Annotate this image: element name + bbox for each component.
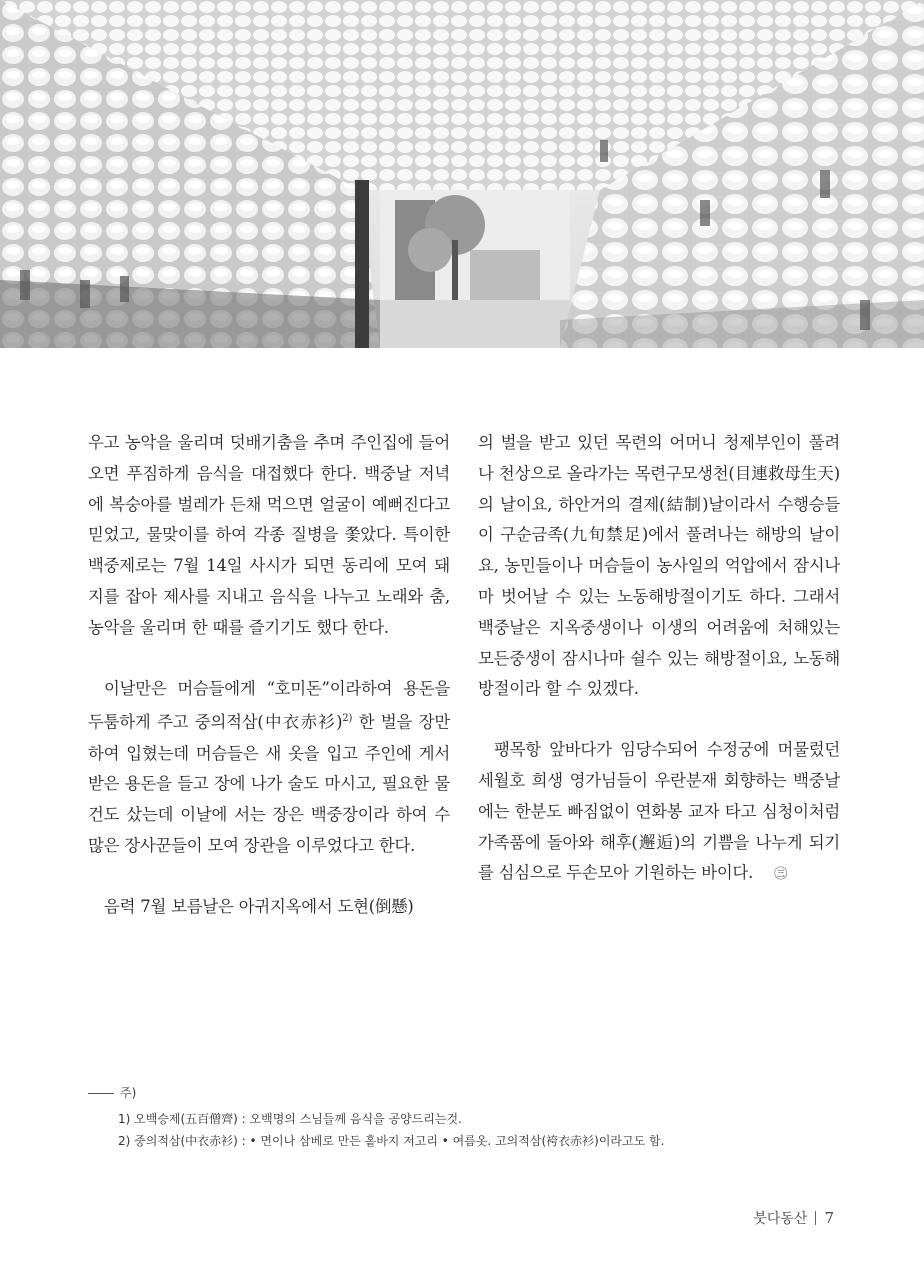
footnotes-header [88,1082,848,1104]
footnote-1: 1) 오백승제(五百僧齊) : 오백명의 스님들께 음식을 공양드리는것. [118,1112,462,1126]
right-text-column [478,428,840,891]
left-paragraph-2-text-b: 한 벌을 장만하여 입혔는데 머슴들은 새 옷을 입고 주인에 게서 받은 용돈을 들고 장에 나가 술도 마시고, 필요한 물건도 샀는데 이날에 서는 장은 백중장이라 하여 수많은 장사꾼들이 모여 장관을 이루었다고 한다. [88,712,450,856]
right-paragraph-1: 의 벌을 받고 있던 목련의 어머니 청제부인이 풀려나 천상으로 올라가는 목련구모생천(目連救母生天)의 날이요, 하안거의 결제(結制)날이라서 수행승들이 구순금족(九旬禁足)에서 풀려나는 해방의 날이요, 농민들이나 머슴들이 농사일의 억압에서 잠시나마 벗어날 수 있는 노동해방절이기도 하다. 그래서 백중날은 지옥중생이나 이생의 어려움에 처해있는 모든중생이 잠시나마 쉴수 있는 해방절이요, 노동해방절이라 할 수 있겠다. [478,433,840,699]
left-paragraph-2-text-a: 이날만은 머슴들에게 “호미돈”이라하여 용돈을 두툼하게 주고 중의적삼(中衣赤衫) [88,678,450,732]
footnotes [88,1082,848,1152]
left-paragraph-2 [88,674,450,862]
lantern-photo-illustration [0,0,924,348]
publication-name: 붓다동산 [753,1211,808,1227]
left-paragraph-3: 음력 7월 보름날은 아귀지옥에서 도현(倒懸) [104,896,414,916]
page-number: 7 [824,1209,834,1227]
right-paragraph-2-text: 팽목항 앞바다가 임당수되어 수정궁에 머물렀던 세월호 희생 영가님들이 우란분재 회향하는 백중날에는 한분도 빠짐없이 연화봉 교자 타고 심청이처럼 가족품에 돌아와 해후(邂逅)의 기쁨을 나누게 되기를 심심으로 두손모아 기원하는 바이다. [478,740,840,883]
left-paragraph-1: 우고 농악을 울리며 덧배기춤을 추며 주인집에 들어오면 푸짐하게 음식을 대접했다 한다. 백중날 저녁에 복숭아를 벌레가 든채 먹으면 얼굴이 예뻐진다고 믿었고, 물맞이를 하여 각종 질병을 쫓았다. 특이한 백중제로는 7월 14일 사시가 되면 동리에 모여 돼지를 잡아 제사를 지내고 음식을 나누고 노래와 춤, 농악을 울리며 한 때를 즐기기도 했다 한다. [88,433,450,637]
footnote-ref-2: 2) [342,713,353,725]
folio-divider [815,1211,816,1225]
footnote-rule [88,1093,114,1094]
page-folio [753,1208,834,1228]
end-mark-icon: ㊂ [774,867,788,883]
lantern-corridor-photo [0,0,924,348]
left-text-column [88,428,450,923]
footnote-2: 2) 중의적삼(中衣赤衫) : • 면이나 삼베로 만든 홑바지 저고리 • 여름옷. 고의적삼(袴衣赤衫)이라고도 함. [118,1134,665,1148]
right-paragraph-2 [478,735,840,891]
footnotes-label: 주) [120,1086,137,1100]
